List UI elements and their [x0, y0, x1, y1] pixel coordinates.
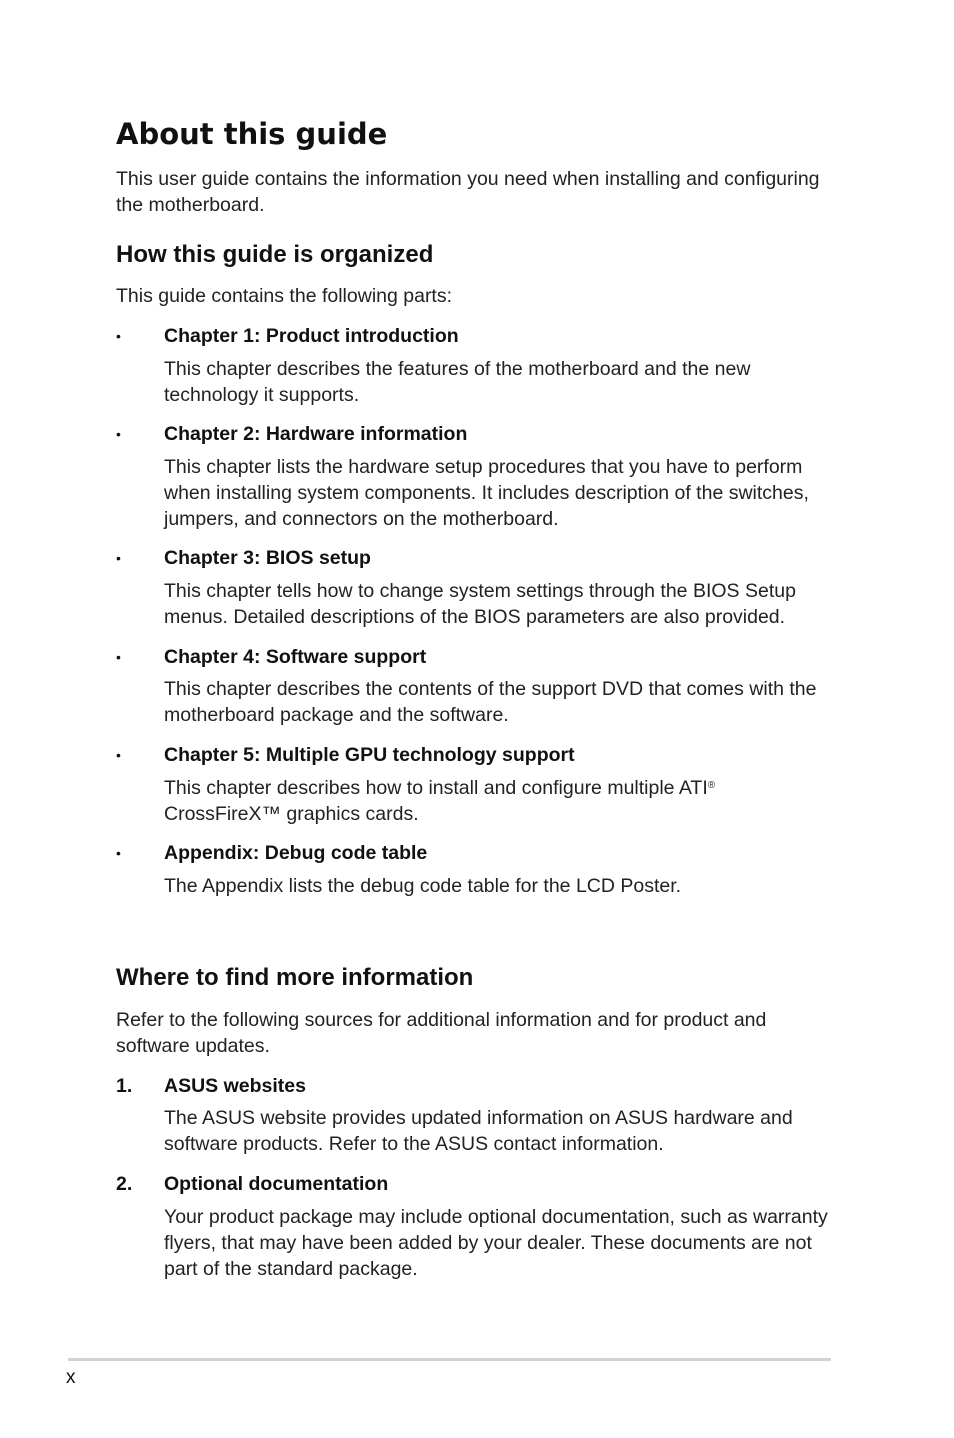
chapter-description: This chapter describes the features of the motherboard and the new technology it supports.: [164, 358, 751, 406]
list-number: 2.: [116, 1173, 133, 1195]
footer-divider: [68, 1358, 831, 1361]
intro-paragraph: This user guide contains the information you need when installing and configuring the motherboard.: [116, 168, 820, 216]
bullet-marker: •: [116, 426, 121, 442]
list-number: 1.: [116, 1075, 133, 1097]
chapter-description: This chapter lists the hardware setup procedures that you have to perform when installing system components. It includes description of the switches, jumpers, and connectors on the motherboard.: [164, 456, 809, 530]
bullet-marker: •: [116, 649, 121, 665]
source-description: The ASUS website provides updated information on ASUS hardware and software products. Refer to the ASUS contact information.: [164, 1107, 793, 1155]
chapter-description-text: This chapter describes how to install and configure multiple ATI: [164, 777, 708, 799]
bullet-marker: •: [116, 550, 121, 566]
chapter-description-text: CrossFireX™ graphics cards.: [164, 803, 419, 825]
bullet-marker: •: [116, 747, 121, 763]
page-title: About this guide: [116, 117, 388, 151]
bullet-marker: •: [116, 328, 121, 344]
chapter-title: Chapter 5: Multiple GPU technology support: [164, 744, 575, 766]
registered-mark: ®: [707, 780, 716, 791]
more-info-lead: Refer to the following sources for additional information and for product and software updates.: [116, 1009, 767, 1057]
page-number: x: [66, 1367, 76, 1388]
chapter-title: Chapter 4: Software support: [164, 646, 427, 668]
chapter-title: Chapter 1: Product introduction: [164, 325, 459, 347]
chapter-title: Appendix: Debug code table: [164, 842, 428, 864]
organized-lead: This guide contains the following parts:: [116, 285, 453, 307]
source-title: ASUS websites: [164, 1075, 306, 1097]
source-description: Your product package may include optional documentation, such as warranty flyers, that may have been added by your dealer. These documents are not part of the standard package.: [164, 1206, 828, 1280]
chapter-description: [164, 775, 836, 827]
source-title: Optional documentation: [164, 1173, 389, 1195]
chapter-description: This chapter describes the contents of the support DVD that comes with the motherboard package and the software.: [164, 678, 817, 726]
bullet-marker: •: [116, 845, 121, 861]
chapter-title: Chapter 3: BIOS setup: [164, 547, 371, 569]
section-heading-more-info: Where to find more information: [116, 964, 474, 991]
chapter-title: Chapter 2: Hardware information: [164, 423, 468, 445]
chapter-description: This chapter tells how to change system settings through the BIOS Setup menus. Detailed descriptions of the BIOS parameters are also provided.: [164, 580, 796, 628]
chapter-description: The Appendix lists the debug code table for the LCD Poster.: [164, 875, 682, 897]
section-heading-organized: How this guide is organized: [116, 241, 434, 268]
